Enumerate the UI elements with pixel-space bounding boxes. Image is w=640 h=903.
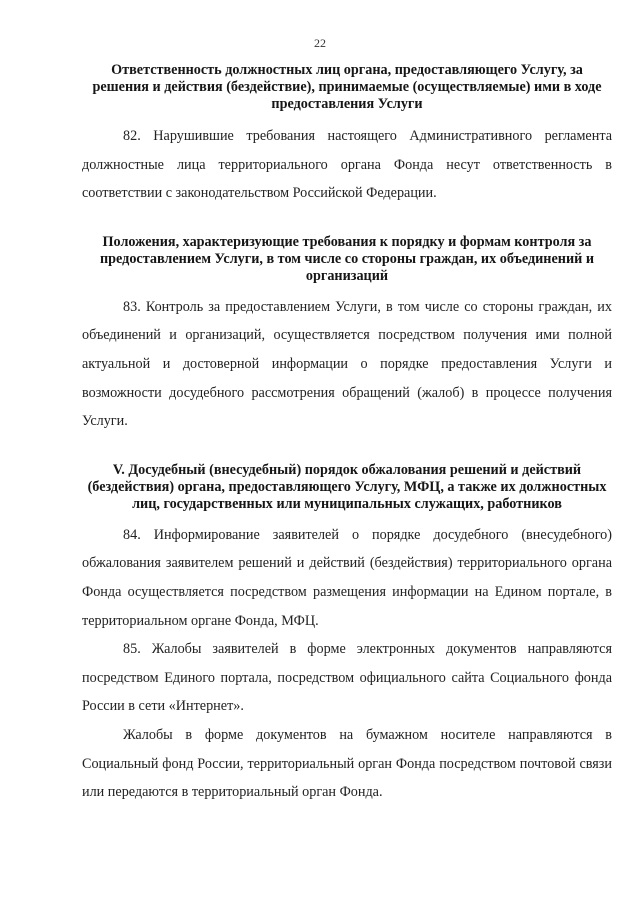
page-content	[82, 62, 612, 807]
paragraph-complaints-paper: Жалобы в форме документов на бумажном носителе направляются в Социальный фонд России, территориальный орган Фонда посредством почтовой связи или передаются в территориальный орган Фонда.	[82, 726, 612, 801]
paragraph-84: 84. Информирование заявителей о порядке досудебного (внесудебного) обжалования заявителем решений и действий (бездействия) территориального органа Фонда осуществляется посредством размещения информации на Едином портале, в территориальном органе Фонда, МФЦ.	[82, 526, 612, 629]
section-heading-responsibility: Ответственность должностных лиц органа, предоставляющего Услугу, за решения и действия (бездействие), принимаемые (осуществляемые) ими в ходе предоставления Услуги	[92, 62, 602, 112]
section-heading-control: Положения, характеризующие требования к порядку и формам контроля за предоставлением Услуги, в том числе со стороны граждан, их объединений и организаций	[99, 233, 595, 284]
paragraph-85: 85. Жалобы заявителей в форме электронных документов направляются посредством Единого портала, посредством официального сайта Социального фонда России в сети «Интернет».	[82, 641, 612, 715]
section-heading-appeal: V. Досудебный (внесудебный) порядок обжалования решений и действий (бездействия) органа, предоставляющего Услугу, МФЦ, а также их должностных лиц, государственных или муниципальных служащих, работников	[87, 461, 607, 512]
page-number: 22	[314, 36, 326, 50]
paragraph-83: 83. Контроль за предоставлением Услуги, в том числе со стороны граждан, их объединений и организаций, осуществляется посредством получения ими полной актуальной и достоверной информации о порядке предоставления Услуги и возможности досудебного рассмотрения обращений (жалоб) в процессе получения Услуги.	[82, 298, 612, 430]
paragraph-82: 82. Нарушившие требования настоящего Административного регламента должностные лица территориального органа Фонда несут ответственность в соответствии с законодательством Российской Федерации.	[82, 128, 612, 202]
